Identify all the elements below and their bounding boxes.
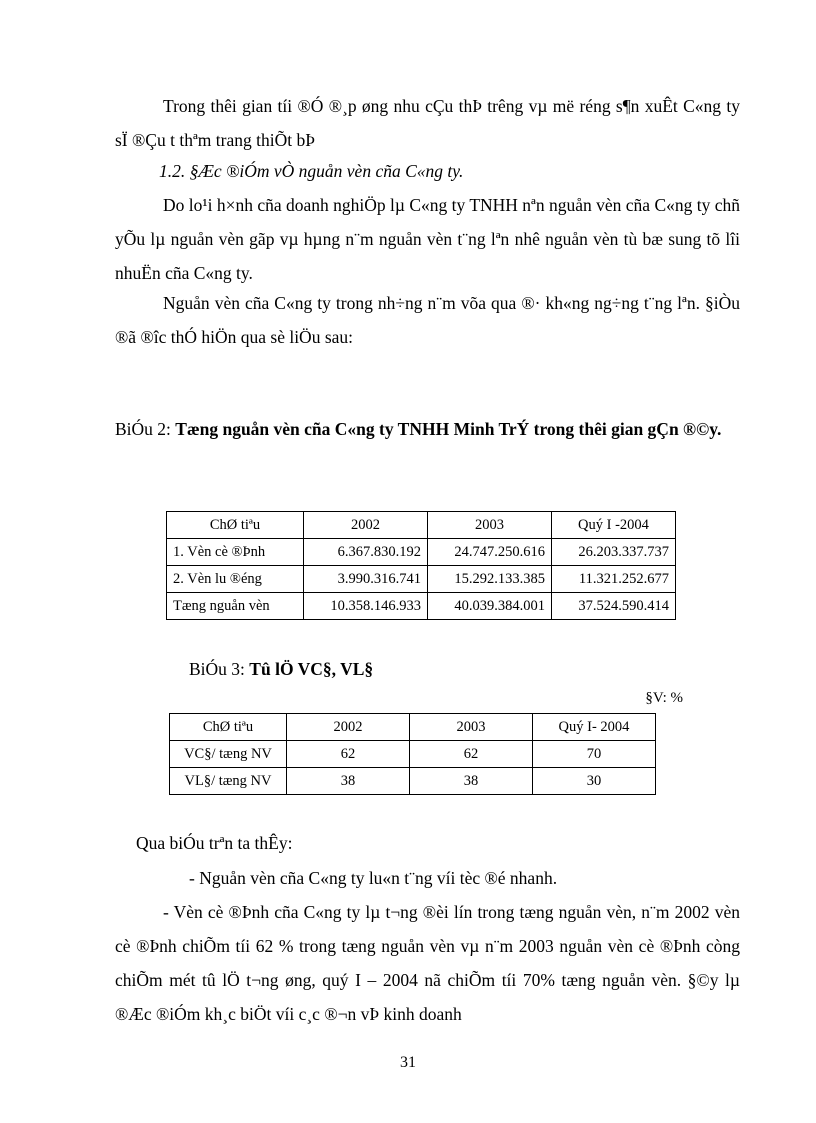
paragraph-intro: Trong thêi gian tíi ®Ó ®¸p øng nhu cÇu thÞ trêng vµ më réng s¶n xuÊt C«ng ty sÏ ®Çu t thªm trang thiÕt bÞ bbox=[115, 96, 740, 150]
table-header-cell: Quý I- 2004 bbox=[533, 714, 656, 741]
table-cell: VC§/ tæng NV bbox=[170, 741, 287, 768]
table-header-cell: 2002 bbox=[304, 512, 428, 539]
table-header-cell: Quý I -2004 bbox=[552, 512, 676, 539]
table-header-cell: 2002 bbox=[287, 714, 410, 741]
ratio-table bbox=[169, 713, 656, 795]
table-cell: 3.990.316.741 bbox=[304, 566, 428, 593]
table-header-cell: 2003 bbox=[410, 714, 533, 741]
paragraph-capital-growth: Nguån vèn cña C«ng ty trong nh÷ng n¨m võa qua ®· kh«ng ng÷ng t¨ng lªn. §iÒu ®ã ®îc thÓ hiÖn qua sè liÖu sau: bbox=[115, 293, 740, 347]
table-header-row bbox=[170, 714, 656, 741]
table-cell: 40.039.384.001 bbox=[428, 593, 552, 620]
page-number: 31 bbox=[400, 1054, 416, 1071]
table2-caption-label: BiÓu 3: bbox=[189, 659, 250, 679]
table-row bbox=[170, 768, 656, 795]
table-row bbox=[170, 741, 656, 768]
table-row bbox=[167, 593, 676, 620]
analysis-bullet-fixed-capital: - Vèn cè ®Þnh cña C«ng ty lµ t¬ng ®èi lín trong tæng nguån vèn, n¨m 2002 vèn cè ®Þnh chiÕm tíi 62 % trong tæng nguån vèn vµ n¨m 2003 nguån vèn cè ®Þnh còng chiÕm mét tû lÖ t¬ng øng, quý I – 2004 nã chiÕm tíi 70% tæng nguån vèn. §©y lµ ®Æc ®iÓm kh¸c biÖt víi c¸c ®¬n vÞ kinh doanh bbox=[115, 902, 740, 1024]
table-cell: 11.321.252.677 bbox=[552, 566, 676, 593]
table-cell: VL§/ tæng NV bbox=[170, 768, 287, 795]
table-cell: 70 bbox=[533, 741, 656, 768]
table2-caption-title: Tû lÖ VC§, VL§ bbox=[249, 659, 374, 679]
table-cell: 26.203.337.737 bbox=[552, 539, 676, 566]
table-cell: 30 bbox=[533, 768, 656, 795]
table-row bbox=[167, 566, 676, 593]
table-cell: 37.524.590.414 bbox=[552, 593, 676, 620]
table-header-cell: 2003 bbox=[428, 512, 552, 539]
capital-table bbox=[166, 511, 676, 620]
table-cell: 62 bbox=[287, 741, 410, 768]
table-cell: 62 bbox=[410, 741, 533, 768]
table-header-cell: ChØ tiªu bbox=[170, 714, 287, 741]
table-cell: 2. Vèn lu ®éng bbox=[167, 566, 304, 593]
table-row bbox=[167, 539, 676, 566]
table1-caption-label: BiÓu 2: bbox=[115, 419, 176, 439]
paragraph-capital-type: Do lo¹i h×nh cña doanh nghiÖp lµ C«ng ty TNHH nªn nguån vèn cña C«ng ty chñ yÕu lµ nguån vèn gãp vµ hµng n¨m nguån vèn t¨ng lªn nhê nguån vèn tù bæ sung tõ lîi nhuËn cña C«ng ty. bbox=[115, 195, 740, 283]
table-header-cell: ChØ tiªu bbox=[167, 512, 304, 539]
analysis-bullet-growth: - Nguån vèn cña C«ng ty lu«n t¨ng víi tèc ®é nhanh. bbox=[189, 868, 558, 888]
table-cell: 6.367.830.192 bbox=[304, 539, 428, 566]
table-cell: 38 bbox=[410, 768, 533, 795]
section-heading: 1.2. §Æc ®iÓm vÒ nguån vèn cña C«ng ty. bbox=[159, 161, 464, 181]
unit-label: §V: % bbox=[645, 690, 683, 706]
table-cell: 1. Vèn cè ®Þnh bbox=[167, 539, 304, 566]
table1-caption bbox=[115, 412, 740, 446]
table-cell: 24.747.250.616 bbox=[428, 539, 552, 566]
table1-caption-title: Tæng nguån vèn cña C«ng ty TNHH Minh TrÝ trong thêi gian gÇn ®©y. bbox=[175, 419, 722, 439]
table-cell: Tæng nguån vèn bbox=[167, 593, 304, 620]
table-cell: 10.358.146.933 bbox=[304, 593, 428, 620]
analysis-intro: Qua biÓu trªn ta thÊy: bbox=[136, 833, 293, 853]
table-header-row bbox=[167, 512, 676, 539]
table-cell: 38 bbox=[287, 768, 410, 795]
table-cell: 15.292.133.385 bbox=[428, 566, 552, 593]
table2-caption bbox=[189, 658, 373, 680]
